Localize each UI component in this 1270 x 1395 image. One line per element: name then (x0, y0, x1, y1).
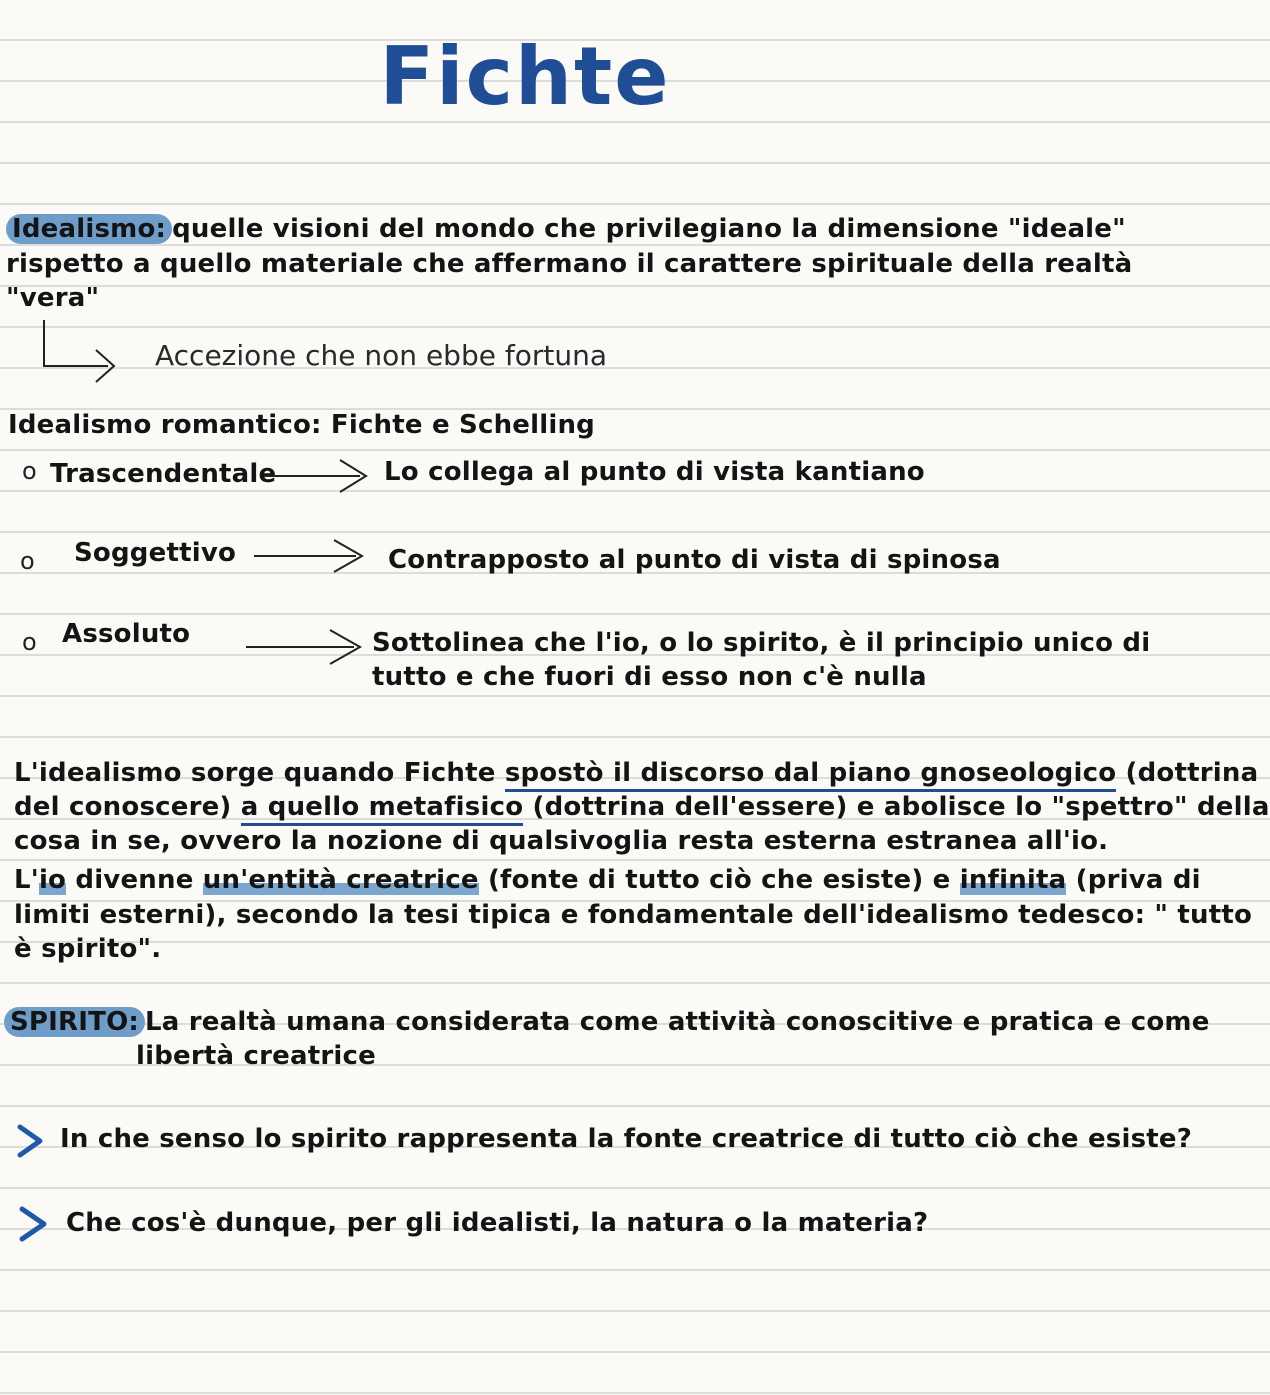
page-title: Fichte (379, 30, 671, 123)
highlight-io: io (38, 865, 67, 895)
item-desc-assoluto-bold: spirito (723, 628, 820, 658)
chevron-right-icon (16, 1124, 44, 1158)
item-desc-trascendentale: Lo collega al punto di vista kantiano (384, 457, 925, 487)
chevron-right-icon (18, 1206, 48, 1242)
item-term-trascendentale: Trascendentale (50, 459, 277, 489)
spirit-text-2: libertà creatrice (136, 1041, 376, 1071)
paragraph-line-3: cosa in se, ovvero la nozione di qualsivoglia resta esterna estranea all'io. (14, 826, 1109, 856)
paragraph-line-1 (14, 758, 1258, 788)
item-desc-assoluto-1 (372, 628, 1150, 658)
definition-text-3: "vera" (6, 283, 100, 313)
paragraph-l1a: L'idealismo sorge quando Fichte (14, 758, 505, 788)
item-desc-soggettivo: Contrapposto al punto di vista di spinosa (388, 545, 1001, 575)
paragraph-line-5: limiti esterni), secondo la tesi tipica e fondamentale dell'idealismo tedesco: " tutto (14, 900, 1253, 930)
underlined-phrase-1: spostò il discorso dal piano gnoseologico (505, 758, 1116, 792)
bullet-circle-icon: o (22, 457, 37, 485)
romantic-heading: Idealismo romantico: Fichte e Schelling (8, 410, 595, 440)
spirit-term: SPIRITO: (4, 1007, 145, 1037)
arrow-right-icon (252, 539, 367, 575)
highlight-entita-creatrice: un'entità creatrice (202, 865, 479, 895)
bullet-circle-icon: o (22, 628, 37, 656)
definition-term: Idealismo: (6, 214, 172, 244)
question-1: In che senso lo spirito rappresenta la fonte creatrice di tutto ciò che esiste? (60, 1124, 1192, 1154)
item-term-assoluto: Assoluto (62, 619, 191, 649)
item-desc-assoluto-2: tutto e che fuori di esso non c'è nulla (372, 662, 927, 692)
highlight-infinita: infinita (959, 865, 1067, 895)
paragraph-line-4 (14, 865, 1201, 895)
paragraph-l2a: del conoscere) (14, 792, 241, 822)
arrow-right-icon (244, 628, 364, 668)
underlined-phrase-2: a quello metafisico (241, 792, 523, 826)
definition-line-1 (6, 214, 1126, 244)
paragraph-line-2 (14, 792, 1270, 822)
definition-text-2: rispetto a quello materiale che affermano il carattere spirituale della realtà (6, 249, 1133, 279)
item-desc-assoluto-part-b: , è il principio unico di (819, 628, 1151, 658)
paragraph-line-6: è spirito". (14, 934, 162, 964)
paragraph-l4d: (priva di (1066, 865, 1201, 895)
item-term-soggettivo: Soggettivo (74, 538, 237, 568)
definition-text-1: quelle visioni del mondo che privilegiano la dimensione "ideale" (172, 214, 1126, 244)
paragraph-l4b: divenne (66, 865, 203, 895)
paragraph-l2b: (dottrina dell'essere) e abolisce lo "spettro" della (523, 792, 1270, 822)
paragraph-l1b: (dottrina (1116, 758, 1259, 788)
paragraph-l4a: L' (14, 865, 39, 895)
corner-arrow-icon (38, 318, 128, 388)
definition-note: Accezione che non ebbe fortuna (155, 339, 607, 372)
spirit-line-1 (4, 1007, 1210, 1037)
spirit-text-1: La realtà umana considerata come attività conoscitive e pratica e come (145, 1007, 1210, 1037)
arrow-right-icon (262, 458, 372, 494)
paragraph-l4c: (fonte di tutto ciò che esiste) e (478, 865, 960, 895)
question-2: Che cos'è dunque, per gli idealisti, la natura o la materia? (66, 1208, 929, 1238)
item-desc-assoluto-part-a: Sottolinea che l'io, o lo (372, 628, 723, 658)
bullet-circle-icon: o (20, 547, 35, 575)
